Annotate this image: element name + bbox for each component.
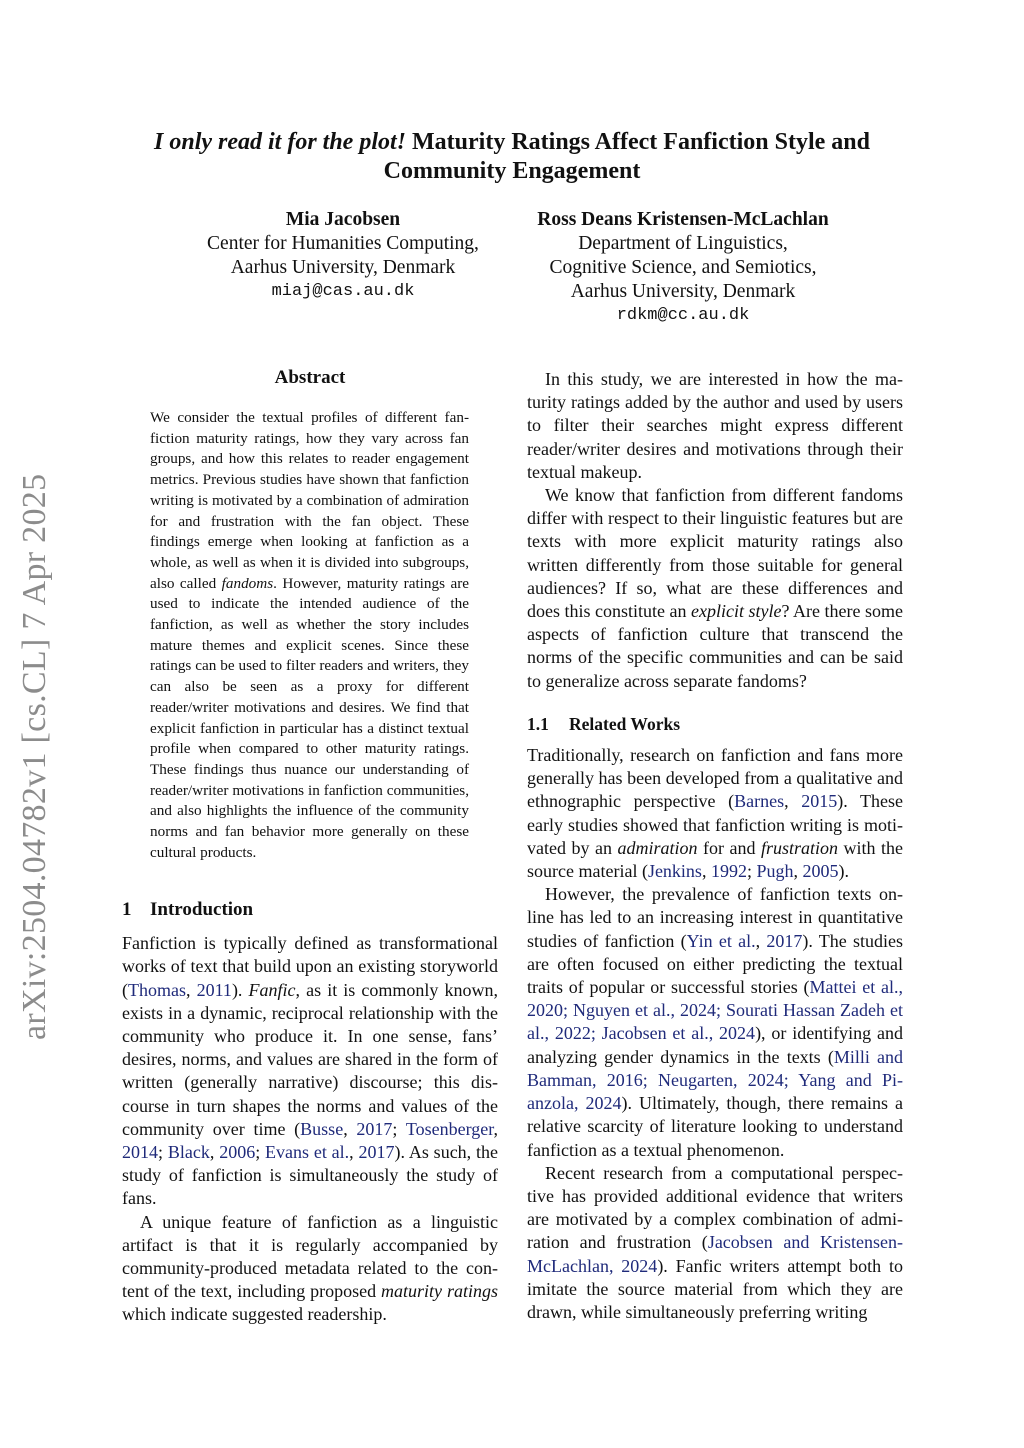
title-main: Maturity Ratings Affect Fanfiction Style and (406, 129, 870, 155)
author-email[interactable]: miaj@cas.au.dk (271, 282, 415, 301)
subsection-number: 1.1 (527, 713, 549, 734)
arxiv-side-stamp: arXiv:2504.04782v1 [cs.CL] 7 Apr 2025 (16, 473, 53, 1040)
citation-link[interactable]: Evans et al. (265, 1142, 350, 1163)
title-italic: I only read it for the plot! (154, 129, 407, 155)
citation-link[interactable]: 2017 (358, 1142, 395, 1163)
citation-link[interactable]: Thomas (128, 979, 186, 1000)
intro-paragraph-2: A unique feature of fanfiction as a linguistic artifact is that it is regularly accompanied by community-produced metadata related to the content of the text, including proposed maturity ratings which indicate suggested readership. (122, 1211, 498, 1325)
citation-link[interactable]: Tosenberger (405, 1118, 494, 1139)
abstract-body (150, 408, 469, 863)
right-paragraph-2: We know that fanfiction from different fandoms differ with respect to their linguistic features but are texts with more explicit maturity ratings also written differently from those suitable for general audiences? If so, what are these differences and does this constitute an explicit style? Are there some aspects of fanfiction culture that transcend the norms of the specific communities and can be said to generalize across separate fandoms? (527, 485, 903, 691)
right-paragraph-1: In this study, we are interested in how the maturity ratings added by the author and used by users to filter their searches might express different reader/writer desires and motivations through their textual makeup. (527, 369, 903, 482)
author-affiliation: Center for Humanities Computing, (207, 233, 479, 254)
author-name: Ross Deans Kristensen-McLachlan (537, 209, 829, 230)
citation-link[interactable]: Mattei et al., 2020; Nguyen et al., 2024; Sourati Hassan Zadeh et al., 2022; Jacobsen et al., 2024 (527, 977, 904, 1044)
subsection-heading (527, 713, 903, 736)
citation-link[interactable]: Pugh (756, 861, 794, 882)
citation-link[interactable]: Jacobsen and Kristensen-McLachlan, 2024 (527, 1232, 903, 1276)
citation-link[interactable]: 2015 (801, 791, 838, 812)
left-column (122, 366, 498, 389)
section-title: Introduction (150, 899, 254, 920)
author-affiliation: Aarhus University, Denmark (230, 257, 456, 278)
citation-link[interactable]: 2006 (219, 1142, 256, 1163)
author-block-1 (172, 208, 514, 304)
citation-link[interactable]: Yin et al. (686, 930, 756, 951)
abstract-emphasis: fandoms (221, 574, 274, 592)
author-affiliation: Cognitive Science, and Semiotics, (549, 257, 817, 278)
author-affiliation: Department of Linguistics, (578, 233, 788, 254)
citation-link[interactable]: Barnes (734, 791, 785, 812)
section-number: 1 (122, 899, 132, 920)
abstract-text: . However, maturity ratings are used to indicate the intended audience of the fanfiction, as well as whether the story includes mature themes and explicit scenes. Since these ratings can be used to filter readers and writers, they can also be seen as a proxy for different reader/writer motivations and desires. We find that explicit fanfiction in particular has a distinct textual profile when compared to other maturity ratings. These findings thus nuance our understanding of reader/writer motivations in fanfiction communities, and also highlights the influence of the community norms and fan behavior more generally on these cultural products. (150, 574, 469, 861)
title-line-2: Community Engagement (383, 158, 641, 184)
citation-link[interactable]: Black (167, 1142, 210, 1163)
abstract-text: We consider the textual profiles of different fanfiction maturity ratings, how they vary across fan groups, and how this relates to reader engagement metrics. Previous studies have shown that fanfiction writing is motivated by a combination of admiration for and frustration with the fan object. These findings emerge when looking at fanfiction as a whole, as well as when it is divided into subgroups, also called (150, 409, 469, 592)
citation-link[interactable]: 2005 (802, 861, 839, 882)
citation-link[interactable]: Milli and Bamman, 2016; Neugarten, 2024; Yang and Pianzola, 2024 (527, 1046, 903, 1114)
right-column (527, 368, 903, 1324)
citation-link[interactable]: 2017 (356, 1118, 393, 1139)
author-email[interactable]: rdkm@cc.au.dk (616, 306, 750, 325)
introduction-section (122, 898, 498, 1327)
subsection-title: Related Works (569, 713, 680, 734)
author-block-2 (512, 208, 854, 328)
paper-title (110, 128, 914, 186)
citation-link[interactable]: 2014 (122, 1142, 158, 1163)
citation-link[interactable]: Jenkins (647, 861, 702, 882)
citation-link[interactable]: Busse (300, 1118, 344, 1139)
section-heading (122, 898, 498, 921)
related-paragraph-3: Recent research from a computational perspective has provided additional evidence that writers are motivated by a complex combination of admiration and frustration (Jacobsen and Kristensen-McLachlan, 2024). Fanfic writers attempt both to imitate the source material from which they are drawn, while simultaneously preferring writing (527, 1162, 903, 1322)
author-name: Mia Jacobsen (285, 209, 401, 230)
intro-paragraph-1: Fanfiction is typically defined as transformational works of text that build upon an existing storyworld (Thomas, 2011). Fanfic, as it is commonly known, exists in a dynamic, reciprocal relationship with the community who produce it. In one sense, fans’ desires, norms, and values are shared in the form of written (generally narrative) discourse; this discourse in turn shapes the norms and values of the community over time (Busse, 2017; Tosenberger, 2014; Black, 2006; Evans et al., 2017). As such, the study of fanfiction is simultaneously the study of fans. (122, 933, 498, 1209)
citation-link[interactable]: 1992 (710, 861, 747, 882)
abstract-heading: Abstract (274, 367, 346, 388)
author-affiliation: Aarhus University, Denmark (570, 281, 796, 302)
related-paragraph-1: Traditionally, research on fanfiction and fans more generally has been developed from a qualitative and ethnographic perspective (Barnes, 2015). These early studies showed that fanfiction writing is motivated by an admiration for and frustration with the source material (Jenkins, 1992; Pugh, 2005). (527, 745, 903, 882)
citation-link[interactable]: 2017 (766, 930, 803, 951)
related-paragraph-2: However, the prevalence of fanfiction texts online has led to an increasing interest in quantitative studies of fanfiction (Yin et al., 2017). The studies are often focused on either predicting the textual traits of popular or successful stories (Mattei et al., 2020; Nguyen et al., 2024; Sourati Hassan Zadeh et al., 2022; Jacobsen et al., 2024), or identifying and analyzing gender dynamics in the texts (Milli and Bamman, 2016; Neugarten, 2024; Yang and Pianzola, 2024). Ultimately, though, there remains a relative scarcity of literature looking to understand fanfiction as a textual phenomenon. (527, 884, 904, 1160)
citation-link[interactable]: 2011 (196, 979, 232, 1000)
